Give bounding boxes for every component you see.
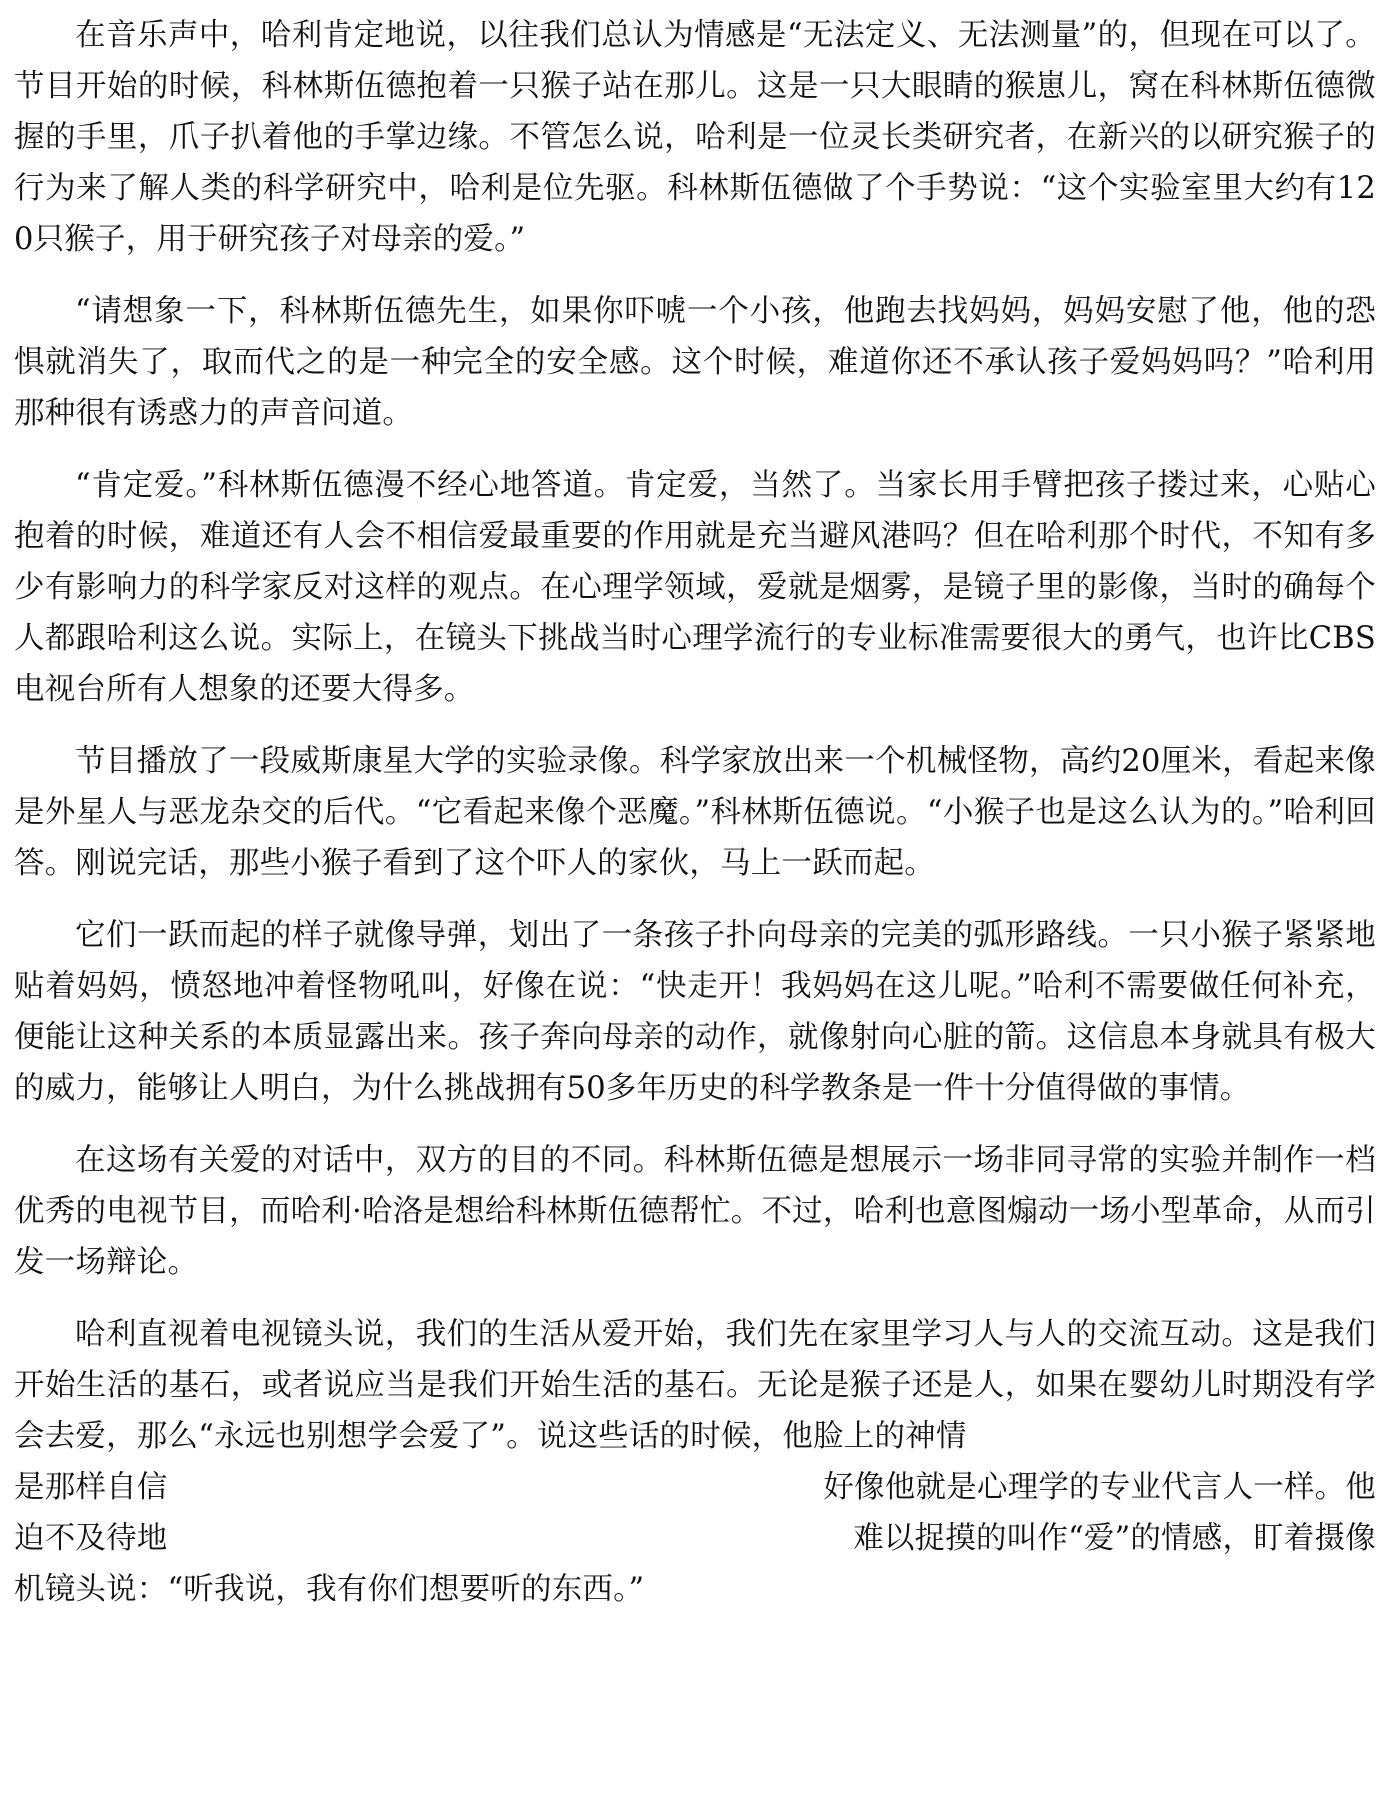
paragraph-7: 哈利直视着电视镜头说，我们的生活从爱开始，我们先在家里学习人与人的交流互动。这是我们开始生活的基石，或者说应当是我们开始生活的基石。无论是猴子还是人，如果在婴幼儿时期没有学会去爱，那么“永远也别想学会爱了”。说这些话的时候，他脸上的神情 [14, 1317, 1376, 1454]
fragment-line-1 [14, 1462, 1376, 1513]
document-body [14, 10, 1376, 1615]
fragment-line-1-left: 是那样自信 [14, 1470, 168, 1505]
paragraph-5: 它们一跃而起的样子就像导弹，划出了一条孩子扑向母亲的完美的弧形路线。一只小猴子紧紧地贴着妈妈，愤怒地冲着怪物吼叫，好像在说：“快走开！我妈妈在这儿呢。”哈利不需要做任何补充，便能让这种关系的本质显露出来。孩子奔向母亲的动作，就像射向心脏的箭。这信息本身就具有极大的威力，能够让人明白，为什么挑战拥有50多年历史的科学教条是一件十分值得做的事情。 [14, 918, 1376, 1106]
paragraph-4: 节目播放了一段威斯康星大学的实验录像。科学家放出来一个机械怪物，高约20厘米，看起来像是外星人与恶龙杂交的后代。“它看起来像个恶魔。”科林斯伍德说。“小猴子也是这么认为的。”哈利回答。刚说完话，那些小猴子看到了这个吓人的家伙，马上一跃而起。 [14, 744, 1376, 881]
paragraph-2: “请想象一下，科林斯伍德先生，如果你吓唬一个小孩，他跑去找妈妈，妈妈安慰了他，他的恐惧就消失了，取而代之的是一种完全的安全感。这个时候，难道你还不承认孩子爱妈妈吗？”哈利用那种很有诱惑力的声音问道。 [14, 294, 1376, 431]
paragraph-1: 在音乐声中，哈利肯定地说，以往我们总认为情感是“无法定义、无法测量”的，但现在可以了。节目开始的时候，科林斯伍德抱着一只猴子站在那儿。这是一只大眼睛的猴崽儿，窝在科林斯伍德微握的手里，爪子扒着他的手掌边缘。不管怎么说，哈利是一位灵长类研究者，在新兴的以研究猴子的行为来了解人类的科学研究中，哈利是位先驱。科林斯伍德做了个手势说：“这个实验室里大约有120只猴子，用于研究孩子对母亲的爱。” [14, 18, 1376, 257]
paragraph-3: “肯定爱。”科林斯伍德漫不经心地答道。肯定爱，当然了。当家长用手臂把孩子搂过来，心贴心抱着的时候，难道还有人会不相信爱最重要的作用就是充当避风港吗？但在哈利那个时代，不知有多少有影响力的科学家反对这样的观点。在心理学领域，爱就是烟雾，是镜子里的影像，当时的确每个人都跟哈利这么说。实际上，在镜头下挑战当时心理学流行的专业标准需要很大的勇气，也许比CBS电视台所有人想象的还要大得多。 [14, 468, 1376, 707]
fragment-line-1-right: 好像他就是心理学的专业代言人一样。他 [823, 1470, 1376, 1505]
tail-line: 机镜头说：“听我说，我有你们想要听的东西。” [14, 1572, 645, 1607]
fragment-line-2-left: 迫不及待地 [14, 1521, 168, 1556]
paragraph-6: 在这场有关爱的对话中，双方的目的不同。科林斯伍德是想展示一场非同寻常的实验并制作一档优秀的电视节目，而哈利·哈洛是想给科林斯伍德帮忙。不过，哈利也意图煽动一场小型革命，从而引发一场辩论。 [14, 1143, 1376, 1280]
fragment-line-2 [14, 1513, 1376, 1564]
fragment-line-2-right: 难以捉摸的叫作“爱”的情感，盯着摄像 [853, 1521, 1376, 1556]
